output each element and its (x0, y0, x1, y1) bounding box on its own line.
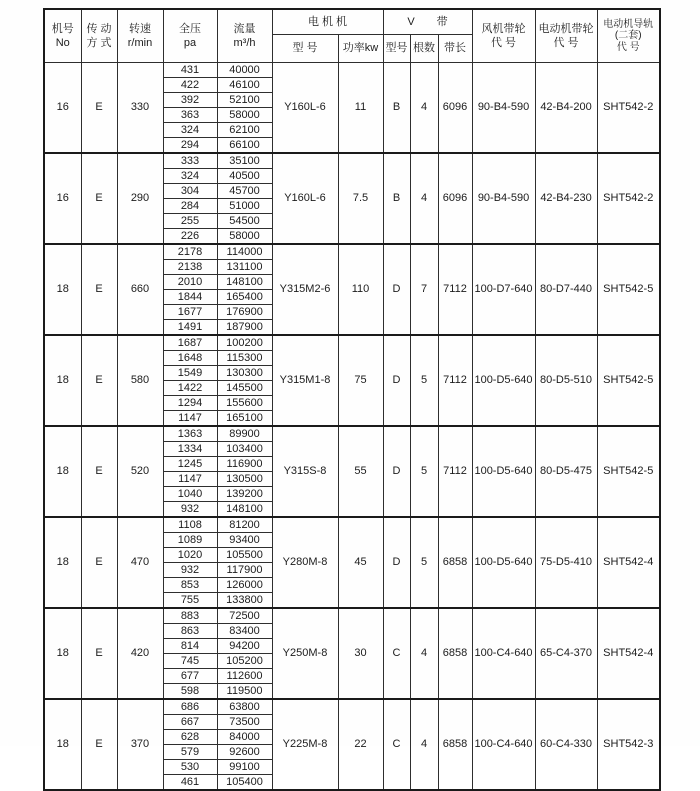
belt-model-cell: C (383, 699, 410, 790)
belt-length-cell: 6858 (438, 608, 472, 699)
header-vbelt-count: 根数 (410, 35, 438, 63)
motor-rail-cell: SHT542-3 (597, 699, 660, 790)
transmission-cell: E (81, 699, 117, 790)
motor-model-cell: Y160L-6 (272, 153, 338, 244)
pressure-cell: 1147 (163, 411, 217, 427)
pressure-cell: 2010 (163, 275, 217, 290)
pressure-cell: 863 (163, 624, 217, 639)
belt-model-cell: C (383, 608, 410, 699)
pressure-cell: 686 (163, 699, 217, 715)
header-motor-model: 型 号 (272, 35, 338, 63)
speed-cell: 660 (117, 244, 163, 335)
flow-cell: 105200 (217, 654, 272, 669)
flow-cell: 99100 (217, 760, 272, 775)
motor-model-cell: Y160L-6 (272, 63, 338, 154)
flow-cell: 148100 (217, 275, 272, 290)
flow-cell: 130500 (217, 472, 272, 487)
motor-power-cell: 30 (338, 608, 383, 699)
pressure-cell: 932 (163, 502, 217, 518)
pressure-cell: 667 (163, 715, 217, 730)
header-pressure: 全压 pa (163, 9, 217, 63)
pressure-cell: 853 (163, 578, 217, 593)
machine-no-cell: 18 (44, 244, 81, 335)
data-row (44, 63, 660, 78)
flow-cell: 93400 (217, 533, 272, 548)
flow-cell: 63800 (217, 699, 272, 715)
pressure-cell: 392 (163, 93, 217, 108)
motor-pulley-cell: 80-D5-510 (535, 335, 597, 426)
motor-pulley-cell: 42-B4-230 (535, 153, 597, 244)
pressure-cell: 1245 (163, 457, 217, 472)
motor-rail-cell: SHT542-4 (597, 517, 660, 608)
flow-cell: 114000 (217, 244, 272, 260)
fan-pulley-cell: 90-B4-590 (472, 63, 535, 154)
flow-cell: 58000 (217, 229, 272, 245)
flow-cell: 119500 (217, 684, 272, 700)
flow-cell: 45700 (217, 184, 272, 199)
machine-no-cell: 18 (44, 426, 81, 517)
speed-cell: 520 (117, 426, 163, 517)
flow-cell: 66100 (217, 138, 272, 154)
pressure-cell: 324 (163, 169, 217, 184)
machine-no-cell: 16 (44, 153, 81, 244)
motor-power-cell: 55 (338, 426, 383, 517)
pressure-cell: 2138 (163, 260, 217, 275)
motor-pulley-cell: 60-C4-330 (535, 699, 597, 790)
belt-count-cell: 4 (410, 63, 438, 154)
flow-cell: 35100 (217, 153, 272, 169)
transmission-cell: E (81, 244, 117, 335)
belt-model-cell: D (383, 244, 410, 335)
flow-cell: 103400 (217, 442, 272, 457)
flow-cell: 84000 (217, 730, 272, 745)
motor-pulley-cell: 65-C4-370 (535, 608, 597, 699)
flow-cell: 126000 (217, 578, 272, 593)
pressure-cell: 883 (163, 608, 217, 624)
flow-cell: 145500 (217, 381, 272, 396)
motor-model-cell: Y315M2-6 (272, 244, 338, 335)
pressure-cell: 745 (163, 654, 217, 669)
header-motor-group: 电 机 机 (272, 9, 383, 35)
pressure-cell: 1363 (163, 426, 217, 442)
data-row (44, 244, 660, 260)
belt-model-cell: B (383, 63, 410, 154)
pressure-cell: 677 (163, 669, 217, 684)
pressure-cell: 1677 (163, 305, 217, 320)
pressure-cell: 284 (163, 199, 217, 214)
header-speed: 转速 r/min (117, 9, 163, 63)
pressure-cell: 226 (163, 229, 217, 245)
transmission-cell: E (81, 517, 117, 608)
pressure-cell: 1422 (163, 381, 217, 396)
motor-rail-cell: SHT542-5 (597, 335, 660, 426)
flow-cell: 148100 (217, 502, 272, 518)
pressure-cell: 1844 (163, 290, 217, 305)
flow-cell: 73500 (217, 715, 272, 730)
motor-power-cell: 22 (338, 699, 383, 790)
data-row (44, 517, 660, 533)
header-motor-rail: 电动机导轨 (二套) 代 号 (597, 9, 660, 63)
pressure-cell: 333 (163, 153, 217, 169)
pressure-cell: 461 (163, 775, 217, 791)
fan-pulley-cell: 100-D7-640 (472, 244, 535, 335)
motor-power-cell: 45 (338, 517, 383, 608)
transmission-cell: E (81, 153, 117, 244)
motor-model-cell: Y280M-8 (272, 517, 338, 608)
pressure-cell: 1020 (163, 548, 217, 563)
pressure-cell: 1491 (163, 320, 217, 336)
header-motor-power: 功率kw (338, 35, 383, 63)
machine-no-cell: 18 (44, 608, 81, 699)
pressure-cell: 932 (163, 563, 217, 578)
motor-rail-cell: SHT542-2 (597, 63, 660, 154)
belt-count-cell: 4 (410, 699, 438, 790)
pressure-cell: 1549 (163, 366, 217, 381)
machine-no-cell: 16 (44, 63, 81, 154)
pressure-cell: 1108 (163, 517, 217, 533)
motor-pulley-cell: 75-D5-410 (535, 517, 597, 608)
transmission-cell: E (81, 63, 117, 154)
belt-length-cell: 6096 (438, 63, 472, 154)
pressure-cell: 1089 (163, 533, 217, 548)
pressure-cell: 363 (163, 108, 217, 123)
pressure-cell: 1147 (163, 472, 217, 487)
table-body (44, 63, 660, 791)
fan-pulley-cell: 90-B4-590 (472, 153, 535, 244)
flow-cell: 72500 (217, 608, 272, 624)
flow-cell: 176900 (217, 305, 272, 320)
speed-cell: 580 (117, 335, 163, 426)
fan-pulley-cell: 100-C4-640 (472, 608, 535, 699)
flow-cell: 155600 (217, 396, 272, 411)
motor-rail-cell: SHT542-4 (597, 608, 660, 699)
flow-cell: 40500 (217, 169, 272, 184)
motor-model-cell: Y315S-8 (272, 426, 338, 517)
pressure-cell: 1648 (163, 351, 217, 366)
flow-cell: 51000 (217, 199, 272, 214)
flow-cell: 40000 (217, 63, 272, 78)
motor-rail-cell: SHT542-5 (597, 426, 660, 517)
flow-cell: 58000 (217, 108, 272, 123)
pressure-cell: 324 (163, 123, 217, 138)
belt-length-cell: 7112 (438, 426, 472, 517)
motor-model-cell: Y315M1-8 (272, 335, 338, 426)
motor-power-cell: 110 (338, 244, 383, 335)
belt-length-cell: 6096 (438, 153, 472, 244)
flow-cell: 139200 (217, 487, 272, 502)
flow-cell: 81200 (217, 517, 272, 533)
flow-cell: 105400 (217, 775, 272, 791)
motor-pulley-cell: 42-B4-200 (535, 63, 597, 154)
motor-model-cell: Y225M-8 (272, 699, 338, 790)
motor-power-cell: 7.5 (338, 153, 383, 244)
fan-spec-table (43, 8, 661, 791)
header-vbelt-group: V 带 (383, 9, 472, 35)
motor-pulley-cell: 80-D5-475 (535, 426, 597, 517)
motor-power-cell: 11 (338, 63, 383, 154)
flow-cell: 92600 (217, 745, 272, 760)
pressure-cell: 814 (163, 639, 217, 654)
pressure-cell: 579 (163, 745, 217, 760)
motor-rail-cell: SHT542-5 (597, 244, 660, 335)
speed-cell: 420 (117, 608, 163, 699)
flow-cell: 105500 (217, 548, 272, 563)
motor-power-cell: 75 (338, 335, 383, 426)
pressure-cell: 422 (163, 78, 217, 93)
belt-count-cell: 4 (410, 608, 438, 699)
flow-cell: 54500 (217, 214, 272, 229)
data-row (44, 335, 660, 351)
flow-cell: 131100 (217, 260, 272, 275)
flow-cell: 89900 (217, 426, 272, 442)
pressure-cell: 1687 (163, 335, 217, 351)
belt-model-cell: B (383, 153, 410, 244)
flow-cell: 83400 (217, 624, 272, 639)
motor-pulley-cell: 80-D7-440 (535, 244, 597, 335)
data-row (44, 426, 660, 442)
fan-pulley-cell: 100-D5-640 (472, 517, 535, 608)
flow-cell: 46100 (217, 78, 272, 93)
pressure-cell: 530 (163, 760, 217, 775)
belt-model-cell: D (383, 426, 410, 517)
transmission-cell: E (81, 608, 117, 699)
data-row (44, 153, 660, 169)
header-motor-pulley: 电动机带轮 代 号 (535, 9, 597, 63)
machine-no-cell: 18 (44, 699, 81, 790)
belt-count-cell: 5 (410, 335, 438, 426)
flow-cell: 62100 (217, 123, 272, 138)
machine-no-cell: 18 (44, 335, 81, 426)
transmission-cell: E (81, 426, 117, 517)
speed-cell: 470 (117, 517, 163, 608)
flow-cell: 130300 (217, 366, 272, 381)
fan-pulley-cell: 100-C4-640 (472, 699, 535, 790)
flow-cell: 115300 (217, 351, 272, 366)
speed-cell: 330 (117, 63, 163, 154)
motor-model-cell: Y250M-8 (272, 608, 338, 699)
belt-count-cell: 5 (410, 517, 438, 608)
pressure-cell: 598 (163, 684, 217, 700)
belt-count-cell: 5 (410, 426, 438, 517)
header-transmission: 传 动 方 式 (81, 9, 117, 63)
motor-rail-cell: SHT542-2 (597, 153, 660, 244)
header-flow: 流量 m³/h (217, 9, 272, 63)
pressure-cell: 255 (163, 214, 217, 229)
data-row (44, 699, 660, 715)
flow-cell: 116900 (217, 457, 272, 472)
flow-cell: 117900 (217, 563, 272, 578)
pressure-cell: 2178 (163, 244, 217, 260)
flow-cell: 100200 (217, 335, 272, 351)
machine-no-cell: 18 (44, 517, 81, 608)
belt-model-cell: D (383, 517, 410, 608)
flow-cell: 94200 (217, 639, 272, 654)
pressure-cell: 1040 (163, 487, 217, 502)
flow-cell: 112600 (217, 669, 272, 684)
flow-cell: 165100 (217, 411, 272, 427)
header-machine-no: 机号 No (44, 9, 81, 63)
transmission-cell: E (81, 335, 117, 426)
pressure-cell: 1294 (163, 396, 217, 411)
belt-model-cell: D (383, 335, 410, 426)
belt-length-cell: 6858 (438, 517, 472, 608)
pressure-cell: 755 (163, 593, 217, 609)
fan-pulley-cell: 100-D5-640 (472, 335, 535, 426)
header-vbelt-model: 型号 (383, 35, 410, 63)
belt-length-cell: 7112 (438, 335, 472, 426)
belt-count-cell: 4 (410, 153, 438, 244)
data-row (44, 608, 660, 624)
flow-cell: 133800 (217, 593, 272, 609)
pressure-cell: 431 (163, 63, 217, 78)
fan-pulley-cell: 100-D5-640 (472, 426, 535, 517)
pressure-cell: 628 (163, 730, 217, 745)
table-header (44, 9, 660, 63)
belt-count-cell: 7 (410, 244, 438, 335)
header-fan-pulley: 风机带轮 代 号 (472, 9, 535, 63)
pressure-cell: 1334 (163, 442, 217, 457)
flow-cell: 187900 (217, 320, 272, 336)
belt-length-cell: 7112 (438, 244, 472, 335)
flow-cell: 52100 (217, 93, 272, 108)
belt-length-cell: 6858 (438, 699, 472, 790)
pressure-cell: 294 (163, 138, 217, 154)
header-vbelt-length: 带长 (438, 35, 472, 63)
pressure-cell: 304 (163, 184, 217, 199)
speed-cell: 290 (117, 153, 163, 244)
speed-cell: 370 (117, 699, 163, 790)
flow-cell: 165400 (217, 290, 272, 305)
